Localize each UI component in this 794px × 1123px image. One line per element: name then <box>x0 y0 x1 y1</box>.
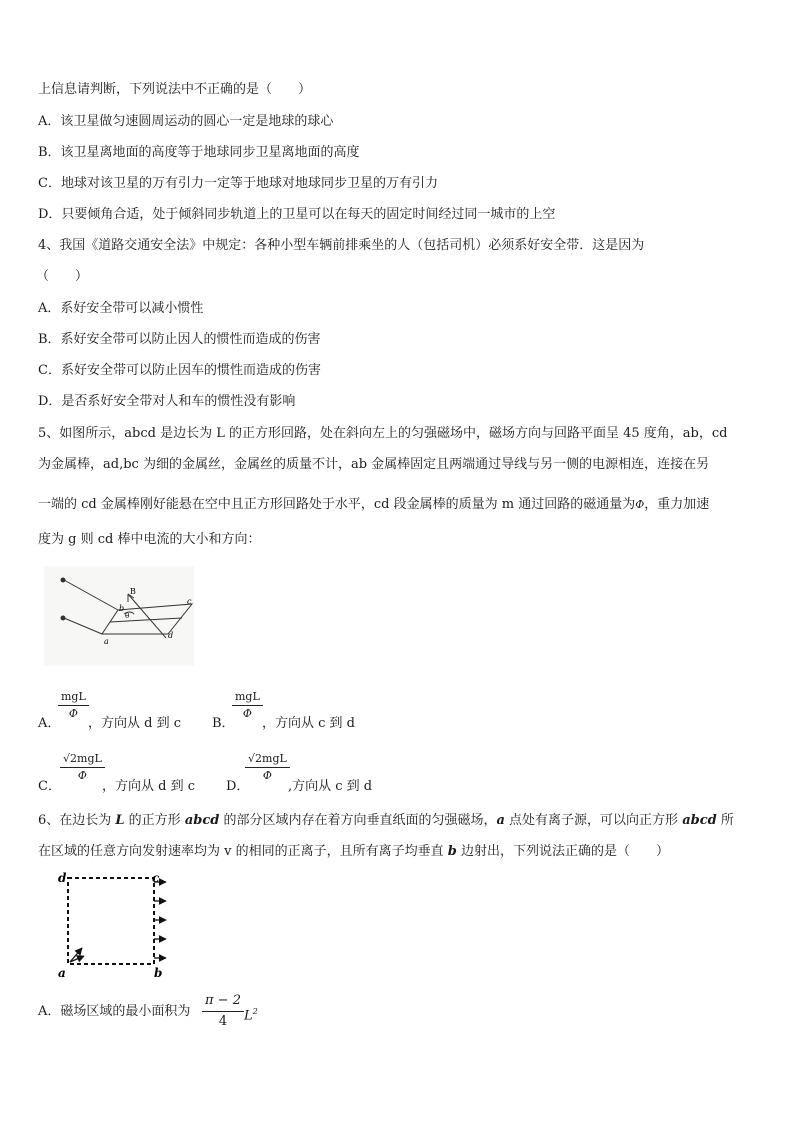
q6-text-2: 的正方形 <box>124 813 185 828</box>
q5-option-b-tail: ，方向从 c 到 d <box>262 716 355 731</box>
q6-stem-line-2 <box>38 843 669 861</box>
q6-stem-line-1 <box>38 812 734 830</box>
q5-option-c-denominator: Φ <box>77 769 87 782</box>
q5-stem-line-1: 5、如图所示，abcd 是边长为 L 的正方形回路，处在斜向左上的匀强磁场中，磁场方向与回路平面呈 45 度角，ab，cd <box>38 426 728 441</box>
q5-option-b-denominator: Φ <box>242 707 252 720</box>
q5-option-b-numerator: mgL <box>232 690 263 706</box>
q6-text-3: 的部分区域内存在着方向垂直纸面的匀强磁场， <box>219 813 497 828</box>
label-b: b <box>154 966 163 978</box>
q5-option-b-label: B． <box>212 716 235 731</box>
label-c: c <box>152 871 160 885</box>
q6-option-a-fraction <box>202 992 244 1031</box>
q6-var-b: b <box>447 844 457 859</box>
q4-option-d: D．是否系好安全带对人和车的惯性没有影响 <box>38 394 296 409</box>
q5-option-a-label: A． <box>38 716 61 731</box>
q5-option-c-label: C． <box>38 779 61 794</box>
label-c: c <box>187 597 192 606</box>
q6-text-6: 在区域的任意方向发射速率均为 v 的相同的正离子，且所有离子均垂直 <box>38 844 448 859</box>
q4-stem: 4、我国《道路交通安全法》中规定：各种小型车辆前排乘坐的人（包括司机）必须系好安全带．这是因为 <box>38 238 645 253</box>
q3-option-d: D．只要倾角合适，处于倾斜同步轨道上的卫星可以在每天的固定时间经过同一城市的上空 <box>38 207 556 222</box>
terminal-bottom <box>61 616 65 620</box>
q4-option-c: C．系好安全带可以防止因车的惯性而造成的伤害 <box>38 363 321 378</box>
label-theta: θ <box>125 612 130 620</box>
q6-var-abcd: abcd <box>184 813 220 828</box>
q4-option-a: A．系好安全带可以减小惯性 <box>38 301 204 316</box>
q5-option-a-fraction <box>58 690 89 721</box>
q5-option-d-denominator: Φ <box>262 769 272 782</box>
label-d: d <box>58 871 67 885</box>
q3-stem-tail: 上信息请判断，下列说法中不正确的是（ ） <box>38 82 312 97</box>
q6-option-a-L <box>244 1003 258 1025</box>
q5-option-a-numerator: mgL <box>58 690 89 706</box>
phi-symbol: Φ <box>635 498 645 511</box>
q5-figure <box>44 566 194 666</box>
q6-text-7: 边射出，下列说法正确的是（ ） <box>456 844 669 859</box>
label-b: b <box>119 604 125 613</box>
q6-option-a-L-text: L <box>244 1008 253 1024</box>
q6-figure <box>54 868 184 978</box>
q6-var-abcd-2: abcd <box>682 813 717 828</box>
q5-stem-line-3-tail: ，重力加速 <box>644 497 710 512</box>
q6-option-a-numerator: π − 2 <box>202 992 244 1012</box>
q6-option-a-denominator: 4 <box>218 1014 228 1029</box>
q5-option-b-fraction <box>232 690 263 721</box>
q5-stem-line-3 <box>38 496 709 514</box>
q5-option-c-numerator: √2mgL <box>60 752 105 768</box>
q3-option-b: B．该卫星离地面的高度等于地球同步卫星离地面的高度 <box>38 145 360 160</box>
q5-option-d-numerator: √2mgL <box>245 752 290 768</box>
q3-option-a: A．该卫星做匀速圆周运动的圆心一定是地球的球心 <box>38 114 334 129</box>
q6-text-1: 6、在边长为 <box>38 813 116 828</box>
square-region <box>68 878 154 964</box>
q6-text-4: 点处有离子源，可以向正方形 <box>504 813 683 828</box>
q6-text-5: 所 <box>716 813 734 828</box>
q6-option-a-label: A．磁场区域的最小面积为 <box>38 1004 191 1019</box>
q5-stem-line-4: 度为 g 则 cd 棒中电流的大小和方向： <box>38 532 261 547</box>
q5-option-d-label: D． <box>226 779 250 794</box>
q6-var-L: L <box>115 813 125 828</box>
label-a: a <box>58 966 66 978</box>
q5-option-d-tail: ,方向从 c 到 d <box>288 779 373 794</box>
q5-option-d-fraction <box>245 752 290 783</box>
q5-stem-line-3-text: 一端的 cd 金属棒刚好能悬在空中且正方形回路处于水平，cd 段金属棒的质量为 m 通过回路的磁通量为 <box>38 497 636 512</box>
q4-paren: （ ） <box>36 269 89 284</box>
q5-stem-line-2: 为金属棒，ad,bc 为细的金属丝，金属丝的质量不计，ab 金属棒固定且两端通过导线与另一侧的电源相连，连接在另 <box>38 457 710 472</box>
q5-option-c-fraction <box>60 752 105 783</box>
q6-option-a-exponent: 2 <box>252 1007 258 1016</box>
label-d: d <box>168 631 174 640</box>
terminal-top <box>61 578 65 582</box>
q6-var-a: a <box>496 813 505 828</box>
q4-option-b: B．系好安全带可以防止因人的惯性而造成的伤害 <box>38 332 321 347</box>
q5-option-a-tail: ，方向从 d 到 c <box>88 716 181 731</box>
q5-option-c-tail: ，方向从 d 到 c <box>102 779 195 794</box>
q5-option-a-denominator: Φ <box>68 707 78 720</box>
q3-option-c: C．地球对该卫星的万有引力一定等于地球对地球同步卫星的万有引力 <box>38 176 438 191</box>
label-B: B <box>130 587 136 596</box>
label-a: a <box>104 637 109 646</box>
